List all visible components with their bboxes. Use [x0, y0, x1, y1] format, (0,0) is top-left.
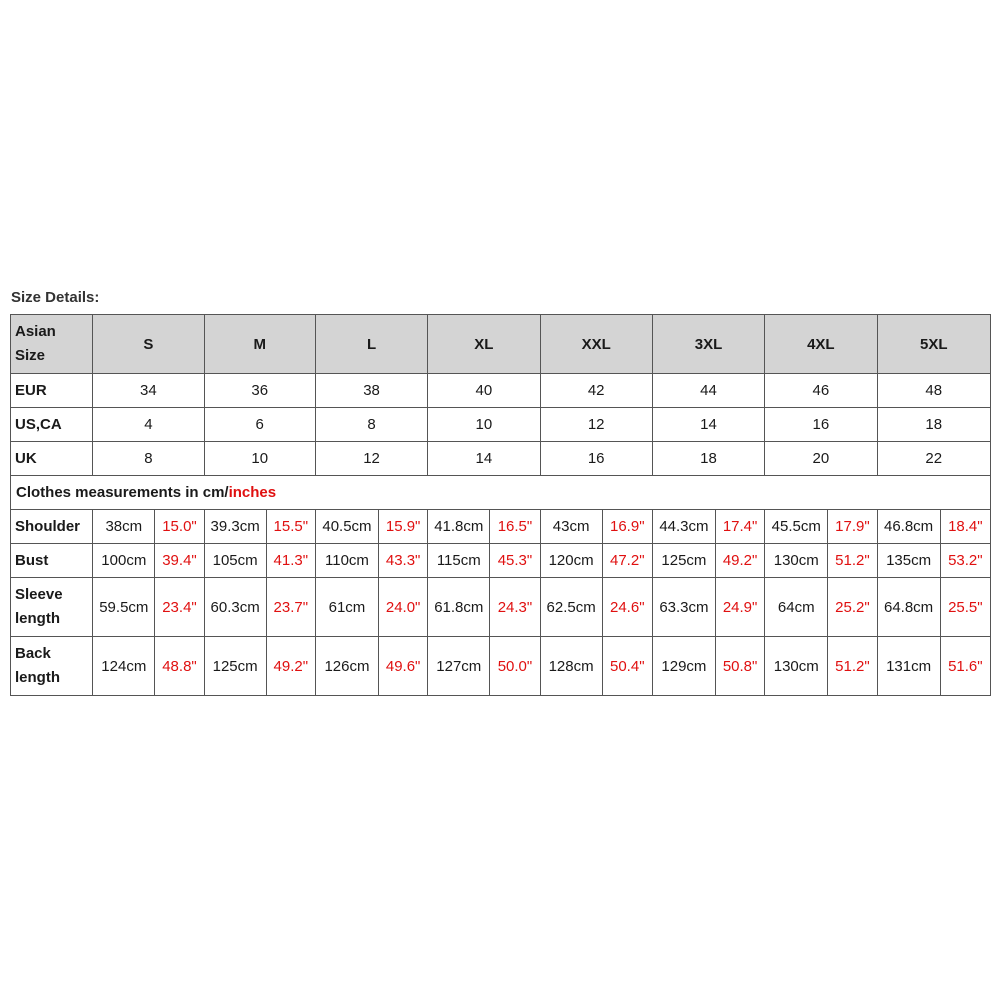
cm-cell: 130cm — [765, 637, 828, 696]
table-cell: 16 — [765, 408, 877, 442]
cm-cell: 39.3cm — [204, 510, 266, 544]
size-header: S — [93, 315, 204, 374]
cm-cell: 62.5cm — [540, 578, 602, 637]
size-header: L — [315, 315, 427, 374]
cm-cell: 38cm — [93, 510, 155, 544]
table-cell: 4 — [93, 408, 204, 442]
inch-cell: 51.6" — [940, 637, 990, 696]
inch-cell: 17.9" — [828, 510, 877, 544]
cm-cell: 46.8cm — [877, 510, 940, 544]
inch-cell: 24.6" — [602, 578, 652, 637]
table-cell: 46 — [765, 374, 877, 408]
table-cell: 16 — [540, 442, 652, 476]
table-cell: 22 — [877, 442, 991, 476]
inch-cell: 17.4" — [716, 510, 765, 544]
cm-cell: 120cm — [540, 544, 602, 578]
size-header: XXL — [540, 315, 652, 374]
cm-cell: 40.5cm — [315, 510, 378, 544]
row-label: Back length — [11, 637, 93, 696]
cm-cell: 64.8cm — [877, 578, 940, 637]
inch-cell: 16.9" — [602, 510, 652, 544]
inch-cell: 43.3" — [379, 544, 428, 578]
inch-cell: 48.8" — [155, 637, 204, 696]
inch-cell: 51.2" — [828, 637, 877, 696]
inch-cell: 23.7" — [266, 578, 315, 637]
cm-cell: 60.3cm — [204, 578, 266, 637]
back-length-row — [11, 637, 991, 696]
bust-row — [11, 544, 991, 578]
cm-cell: 64cm — [765, 578, 828, 637]
cm-cell: 128cm — [540, 637, 602, 696]
inch-cell: 39.4" — [155, 544, 204, 578]
row-label: EUR — [11, 374, 93, 408]
measurements-section-row — [11, 476, 991, 510]
cm-cell: 45.5cm — [765, 510, 828, 544]
table-cell: 44 — [652, 374, 764, 408]
inch-cell: 47.2" — [602, 544, 652, 578]
table-cell: 14 — [652, 408, 764, 442]
cm-cell: 125cm — [652, 544, 715, 578]
inch-cell: 50.4" — [602, 637, 652, 696]
section-heading: Clothes measurements in cm/inches — [11, 476, 991, 510]
inch-cell: 15.5" — [266, 510, 315, 544]
table-cell: 20 — [765, 442, 877, 476]
row-label: US,CA — [11, 408, 93, 442]
cm-cell: 105cm — [204, 544, 266, 578]
cm-cell: 41.8cm — [428, 510, 490, 544]
table-cell: 42 — [540, 374, 652, 408]
cm-cell: 124cm — [93, 637, 155, 696]
shoulder-row — [11, 510, 991, 544]
row-label: Bust — [11, 544, 93, 578]
uk-row — [11, 442, 991, 476]
row-label: UK — [11, 442, 93, 476]
sleeve-length-row — [11, 578, 991, 637]
cm-cell: 100cm — [93, 544, 155, 578]
inch-cell: 49.6" — [379, 637, 428, 696]
cm-cell: 135cm — [877, 544, 940, 578]
inch-cell: 24.3" — [490, 578, 540, 637]
size-header-row — [11, 315, 991, 374]
size-header: XL — [428, 315, 540, 374]
table-cell: 8 — [315, 408, 427, 442]
row-label: Shoulder — [11, 510, 93, 544]
inch-cell: 25.2" — [828, 578, 877, 637]
table-cell: 6 — [204, 408, 315, 442]
cm-cell: 43cm — [540, 510, 602, 544]
table-cell: 10 — [204, 442, 315, 476]
table-cell: 10 — [428, 408, 540, 442]
inch-cell: 41.3" — [266, 544, 315, 578]
inch-cell: 49.2" — [716, 544, 765, 578]
inch-cell: 51.2" — [828, 544, 877, 578]
cm-cell: 61cm — [315, 578, 378, 637]
inch-cell: 50.8" — [716, 637, 765, 696]
us-ca-row — [11, 408, 991, 442]
size-header: 4XL — [765, 315, 877, 374]
cm-cell: 44.3cm — [652, 510, 715, 544]
cm-cell: 131cm — [877, 637, 940, 696]
inch-cell: 25.5" — [940, 578, 990, 637]
table-cell: 38 — [315, 374, 427, 408]
size-header: 5XL — [877, 315, 991, 374]
inch-cell: 18.4" — [940, 510, 990, 544]
inch-cell: 15.0" — [155, 510, 204, 544]
table-cell: 18 — [652, 442, 764, 476]
inch-cell: 15.9" — [379, 510, 428, 544]
table-cell: 34 — [93, 374, 204, 408]
table-cell: 40 — [428, 374, 540, 408]
inch-cell: 50.0" — [490, 637, 540, 696]
inch-cell: 16.5" — [490, 510, 540, 544]
inch-cell: 24.0" — [379, 578, 428, 637]
page-title: Size Details: — [11, 289, 100, 306]
cm-cell: 130cm — [765, 544, 828, 578]
table-cell: 48 — [877, 374, 991, 408]
size-chart-table — [10, 314, 991, 696]
size-header: M — [204, 315, 315, 374]
cm-cell: 63.3cm — [652, 578, 715, 637]
inch-cell: 53.2" — [940, 544, 990, 578]
table-cell: 18 — [877, 408, 991, 442]
cm-cell: 129cm — [652, 637, 715, 696]
cm-cell: 127cm — [428, 637, 490, 696]
inch-cell: 45.3" — [490, 544, 540, 578]
table-cell: 12 — [315, 442, 427, 476]
table-cell: 8 — [93, 442, 204, 476]
row-label: Sleeve length — [11, 578, 93, 637]
table-cell: 14 — [428, 442, 540, 476]
asian-size-header: Asian Size — [11, 315, 93, 374]
inch-cell: 24.9" — [716, 578, 765, 637]
cm-cell: 115cm — [428, 544, 490, 578]
inches-highlight: inches — [228, 484, 277, 501]
eur-row — [11, 374, 991, 408]
inch-cell: 49.2" — [266, 637, 315, 696]
cm-cell: 125cm — [204, 637, 266, 696]
cm-cell: 126cm — [315, 637, 378, 696]
inch-cell: 23.4" — [155, 578, 204, 637]
cm-cell: 61.8cm — [428, 578, 490, 637]
cm-cell: 110cm — [315, 544, 378, 578]
cm-cell: 59.5cm — [93, 578, 155, 637]
size-header: 3XL — [652, 315, 764, 374]
table-cell: 36 — [204, 374, 315, 408]
table-cell: 12 — [540, 408, 652, 442]
